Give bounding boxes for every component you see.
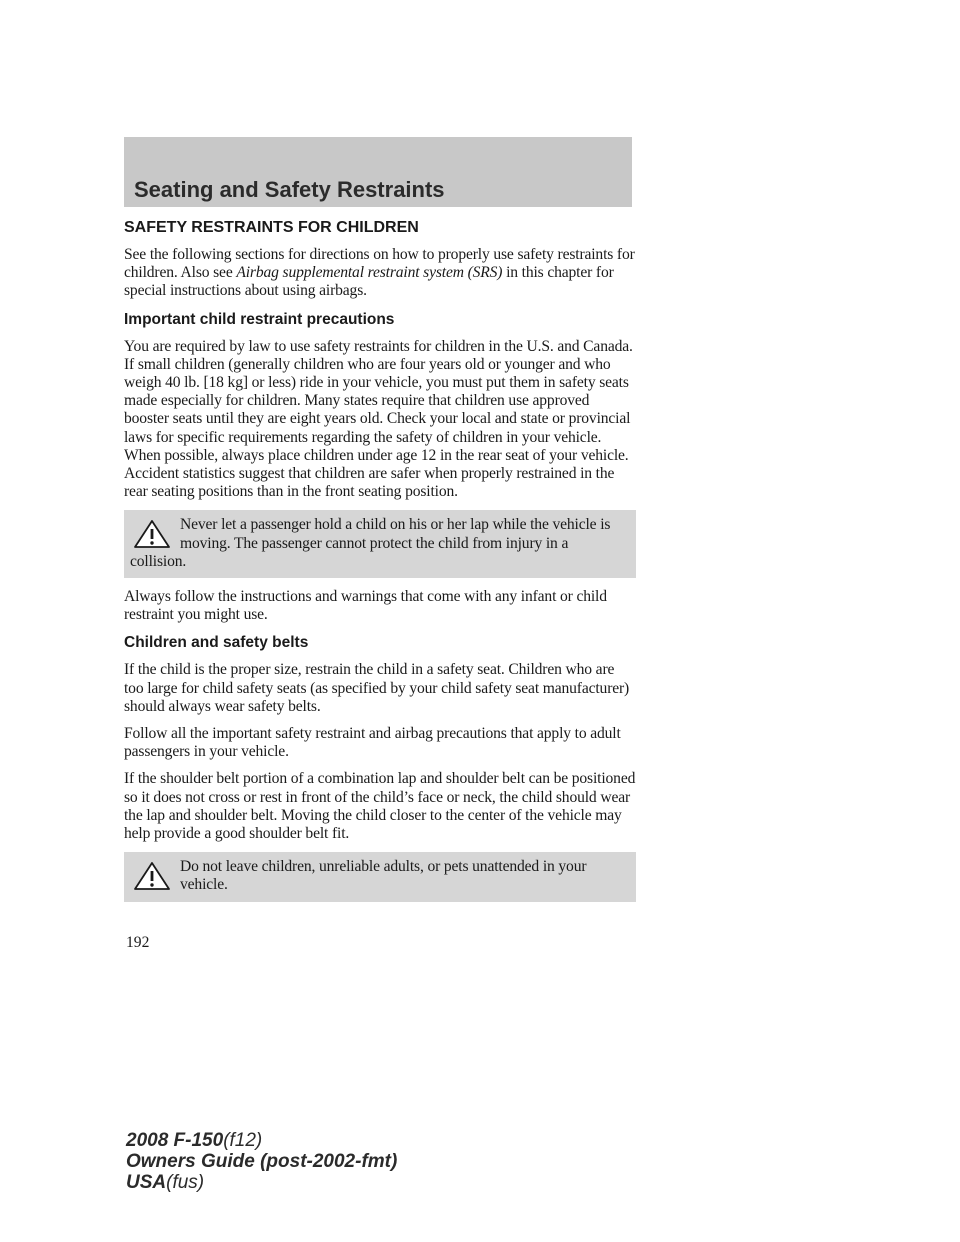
section-title: SAFETY RESTRAINTS FOR CHILDREN	[124, 219, 419, 236]
chapter-header-band	[124, 137, 632, 207]
warning-triangle-icon	[132, 861, 172, 891]
footer-line-1	[126, 1130, 397, 1151]
unattended-warning-box	[124, 852, 636, 901]
footer-line-3	[126, 1172, 397, 1193]
belts-paragraph-1: If the child is the proper size, restrain the child in a safety seat. Children who are too large for child safety seats (as specified by your child safety seat manufacturer) should always wear safety belts.	[124, 661, 630, 715]
follow-instructions-paragraph: Always follow the instructions and warnings that come with any infant or child restraint you might use.	[124, 588, 607, 624]
footer-market: USA	[126, 1172, 167, 1193]
safety-belts-heading: Children and safety belts	[124, 634, 309, 652]
footer-line-2: Owners Guide (post-2002-fmt)	[126, 1151, 398, 1172]
footer-market-code: (fus)	[166, 1172, 205, 1193]
lap-warning-text: Never let a passenger hold a child on his or her lap while the vehicle is moving. The passenger cannot protect the child from injury in a collision.	[130, 516, 611, 570]
unattended-warning-text: Do not leave children, unreliable adults, or pets unattended in your vehicle.	[180, 858, 587, 894]
precautions-paragraph: You are required by law to use safety restraints for children in the U.S. and Canada. If small children (generally children who are four years old or younger and who weigh 40 lb. [18 kg] or less) ride in your vehicle, you must put them in safety seats made especially for children. Many states require that children use approved booster seats until they are eight years old. Check your local and state or provincial laws for specific requirements regarding the safety of children in your vehicle. When possible, always place children under age 12 in the rear seat of your vehicle. Accident statistics suggest that children are safer when properly restrained in the rear seating positions than in the front seating position.	[124, 337, 633, 501]
intro-text-before: See the following sections for directions on how to properly use safety restraints for children. Also see	[124, 246, 635, 282]
belts-paragraph-3: If the shoulder belt portion of a combination lap and shoulder belt can be positioned so it does not cross or rest in front of the child’s face or neck, the child should wear the lap and shoulder belt. Moving the child closer to the center of the vehicle may help provide a good shoulder belt fit.	[124, 770, 636, 843]
lap-warning-box	[124, 510, 636, 578]
footer-model: 2008 F-150	[126, 1130, 224, 1151]
intro-text-after: in this chapter for special instructions about using airbags.	[124, 264, 614, 300]
document-footer	[126, 1130, 397, 1193]
precautions-heading: Important child restraint precautions	[124, 310, 395, 328]
chapter-title: Seating and Safety Restraints	[134, 177, 445, 202]
belts-paragraph-2: Follow all the important safety restraint and airbag precautions that apply to adult passengers in your vehicle.	[124, 725, 621, 761]
page-number: 192	[126, 934, 150, 951]
page-content	[124, 218, 636, 912]
warning-triangle-icon	[132, 519, 172, 549]
footer-model-code: (f12)	[223, 1130, 263, 1151]
airbag-srs-reference: Airbag supplemental restraint system (SRS)	[236, 264, 503, 282]
intro-paragraph	[124, 246, 636, 301]
